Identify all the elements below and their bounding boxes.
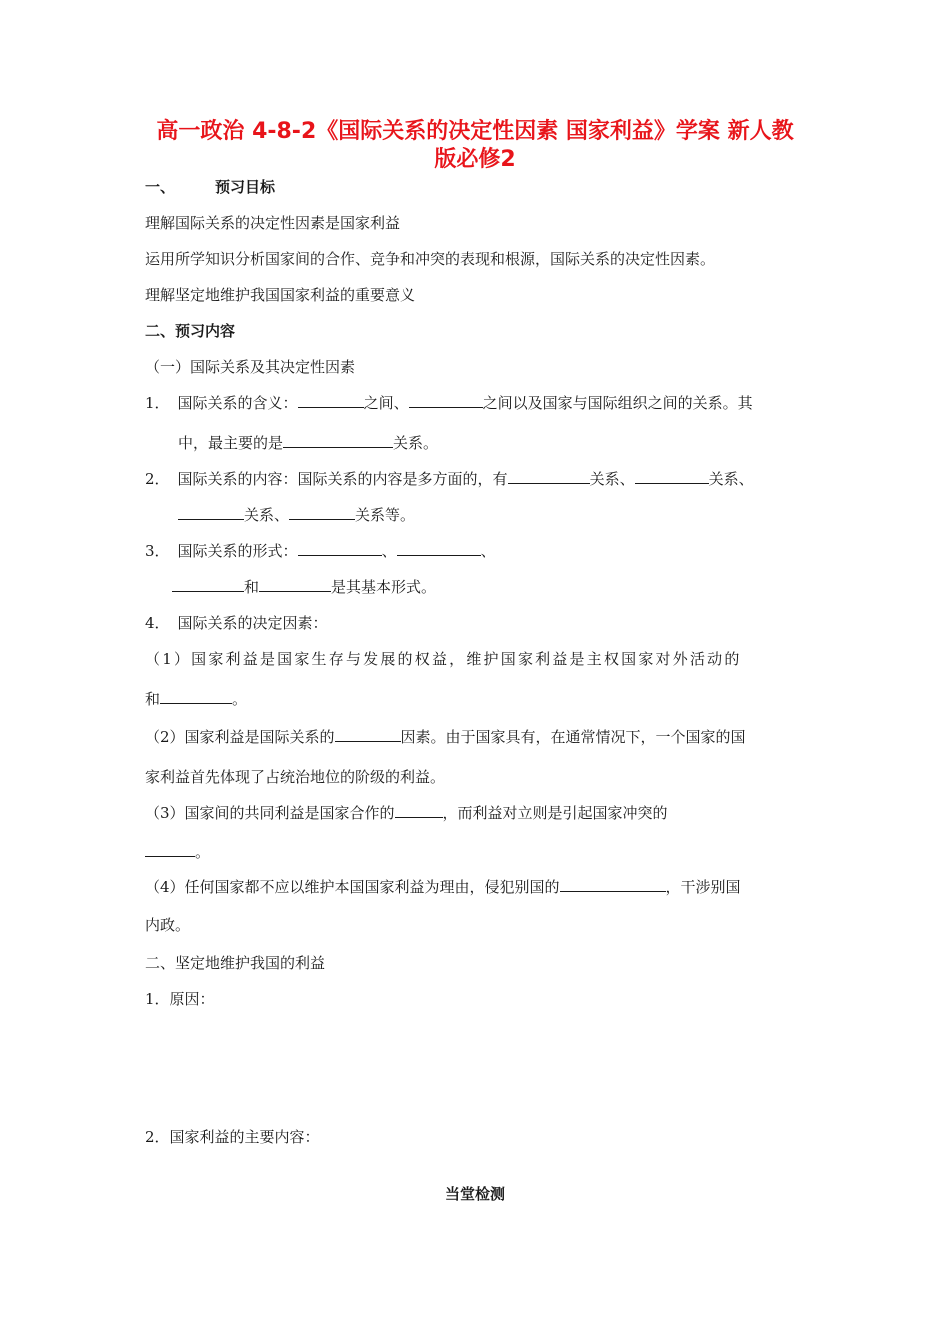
- item-2-line-1: [145, 469, 754, 489]
- subsection-2-heading: 二、坚定地维护我国的利益: [145, 954, 326, 972]
- point-4-line-2: 内政。: [145, 916, 191, 934]
- item-4-number: 4．: [145, 614, 170, 632]
- title-line-2: 版必修2: [434, 147, 516, 172]
- document-title: [120, 118, 830, 174]
- point-4-text-a: （4）任何国家都不应以维护本国国家利益为理由，侵犯别国的: [145, 878, 560, 896]
- point-1-text-c: 。: [232, 690, 248, 708]
- item-3-text-c: 、: [480, 542, 496, 560]
- section-1-heading: [145, 177, 275, 197]
- fill-blank[interactable]: [178, 505, 244, 520]
- point-3-text-a: （3）国家间的共同利益是国家合作的: [145, 804, 395, 822]
- fill-blank[interactable]: [160, 689, 232, 704]
- item-2-text-a: 国际关系的内容：国际关系的内容是多方面的，有: [177, 470, 508, 488]
- item-3-line-2: [172, 577, 436, 597]
- point-3-text-b: ，而利益对立则是引起国家冲突的: [442, 804, 668, 822]
- fill-blank[interactable]: [508, 469, 590, 484]
- item-1-number: 1．: [145, 394, 170, 412]
- reason-label: 1．原因：: [145, 990, 215, 1008]
- fill-blank[interactable]: [298, 541, 382, 556]
- item-1-line-1: [145, 393, 753, 413]
- point-2-line-1: [145, 727, 746, 747]
- item-4-text-a: 国际关系的决定因素：: [177, 614, 328, 632]
- item-3-text-b: 、: [381, 542, 397, 560]
- fill-blank[interactable]: [335, 727, 401, 742]
- fill-blank[interactable]: [635, 469, 709, 484]
- point-2-text-a: （2）国家利益是国际关系的: [145, 728, 335, 746]
- point-1-line-1: （1）国家利益是国家生存与发展的权益，维护国家利益是主权国家对外活动的: [145, 650, 742, 668]
- point-1-text-b: 和: [145, 690, 161, 708]
- item-2-line-2: [178, 505, 415, 525]
- title-line-1: 高一政治 4-8-2《国际关系的决定性因素 国家利益》学案 新人教: [156, 119, 794, 144]
- fill-blank[interactable]: [409, 393, 483, 408]
- item-1-text-d: 中，最主要的是: [178, 434, 284, 452]
- section-2-heading: 二、预习内容: [145, 322, 236, 340]
- item-2-number: 2．: [145, 470, 170, 488]
- subsection-1-heading: （一）国际关系及其决定性因素: [145, 358, 356, 376]
- item-1-text-e: 关系。: [393, 434, 439, 452]
- item-1-text-c: 之间以及国家与国际组织之间的关系。其: [482, 394, 753, 412]
- in-class-test-heading: 当堂检测: [444, 1185, 505, 1203]
- item-2-text-c: 关系、: [708, 470, 754, 488]
- point-4-line-1: [145, 877, 741, 897]
- goal-3: 理解坚定地维护我国国家利益的重要意义: [145, 286, 416, 304]
- section-1-title: 预习目标: [215, 178, 276, 196]
- item-3-text-a: 国际关系的形式：: [177, 542, 298, 560]
- section-1-number: 一、: [145, 178, 176, 196]
- point-3-text-c: 。: [195, 843, 211, 861]
- point-1-line-2: [145, 689, 247, 709]
- point-3-line-2: [145, 842, 210, 862]
- fill-blank[interactable]: [145, 842, 195, 857]
- point-3-line-1: [145, 803, 668, 823]
- goal-2: 运用所学知识分析国家间的合作、竞争和冲突的表现和根源，国际关系的决定性因素。: [145, 250, 716, 268]
- point-2-line-2: 家利益首先体现了占统治地位的阶级的利益。: [145, 768, 446, 786]
- fill-blank[interactable]: [283, 433, 393, 448]
- item-3-text-d: 和: [244, 578, 260, 596]
- item-3-line-1: [145, 541, 496, 561]
- fill-blank[interactable]: [560, 877, 666, 892]
- item-3-number: 3．: [145, 542, 170, 560]
- fill-blank[interactable]: [395, 803, 443, 818]
- item-4-line: [145, 613, 328, 633]
- goal-1: 理解国际关系的决定性因素是国家利益: [145, 214, 401, 232]
- item-2-text-e: 关系等。: [355, 506, 416, 524]
- item-1-text-a: 国际关系的含义：: [177, 394, 298, 412]
- fill-blank[interactable]: [397, 541, 481, 556]
- content-label: 2．国家利益的主要内容：: [145, 1128, 320, 1146]
- item-1-line-2: [178, 433, 438, 453]
- item-2-text-d: 关系、: [244, 506, 290, 524]
- item-1-text-b: 之间、: [363, 394, 409, 412]
- item-2-text-b: 关系、: [589, 470, 635, 488]
- fill-blank[interactable]: [259, 577, 331, 592]
- item-3-text-e: 是其基本形式。: [331, 578, 437, 596]
- fill-blank[interactable]: [298, 393, 364, 408]
- fill-blank[interactable]: [172, 577, 244, 592]
- fill-blank[interactable]: [289, 505, 355, 520]
- point-4-text-b: ，干涉别国: [665, 878, 741, 896]
- point-2-text-b: 因素。由于国家具有，在通常情况下，一个国家的国: [400, 728, 746, 746]
